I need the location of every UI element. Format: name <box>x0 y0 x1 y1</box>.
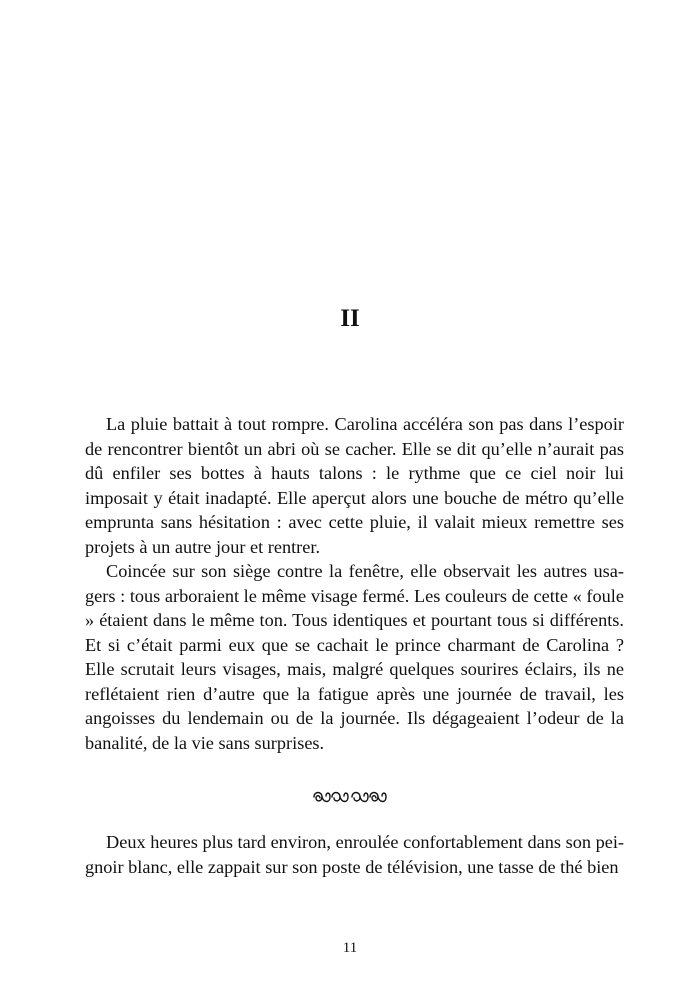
section-2-body <box>85 830 624 879</box>
chapter-title: II <box>340 305 360 332</box>
fleuron-divider-icon <box>310 788 390 806</box>
paragraph: Deux heures plus tard environ, enroulée confortablement dans son peignoir blanc, elle zappait sur son poste de télévision, une tasse de thé bien <box>85 832 624 877</box>
section-1-body <box>85 412 624 755</box>
paragraph: Coincée sur son siège contre la fenêtre, elle observait les autres usagers : tous arboraient le même visage fermé. Les couleurs de cette « foule » étaient dans le même ton. Tous identiques et pourtant tous si différents. Et si c’était parmi eux que se cachait le prince charmant de Carolina ? Elle scrutait leurs visages, mais, malgré quelques sourires éclairs, ils ne reflétaient rien d’autre que la fatigue après une journée de travail, les angoisses du lendemain ou de la journée. Ils dégageaient l’odeur de la banalité, de la vie sans surprises. <box>85 561 624 753</box>
paragraph: La pluie battait à tout rompre. Carolina accéléra son pas dans l’espoir de rencontrer bientôt un abri où se cacher. Elle se dit qu’elle n’aurait pas dû enfiler ses bottes à hauts talons : le rythme que ce ciel noir lui imposait y était inadapté. Elle aperçut alors une bouche de métro qu’elle emprunta sans hésitation : avec cette pluie, il valait mieux remettre ses projets à un autre jour et rentrer. <box>85 414 624 557</box>
section-divider <box>0 785 700 806</box>
page-number: 11 <box>342 940 358 956</box>
